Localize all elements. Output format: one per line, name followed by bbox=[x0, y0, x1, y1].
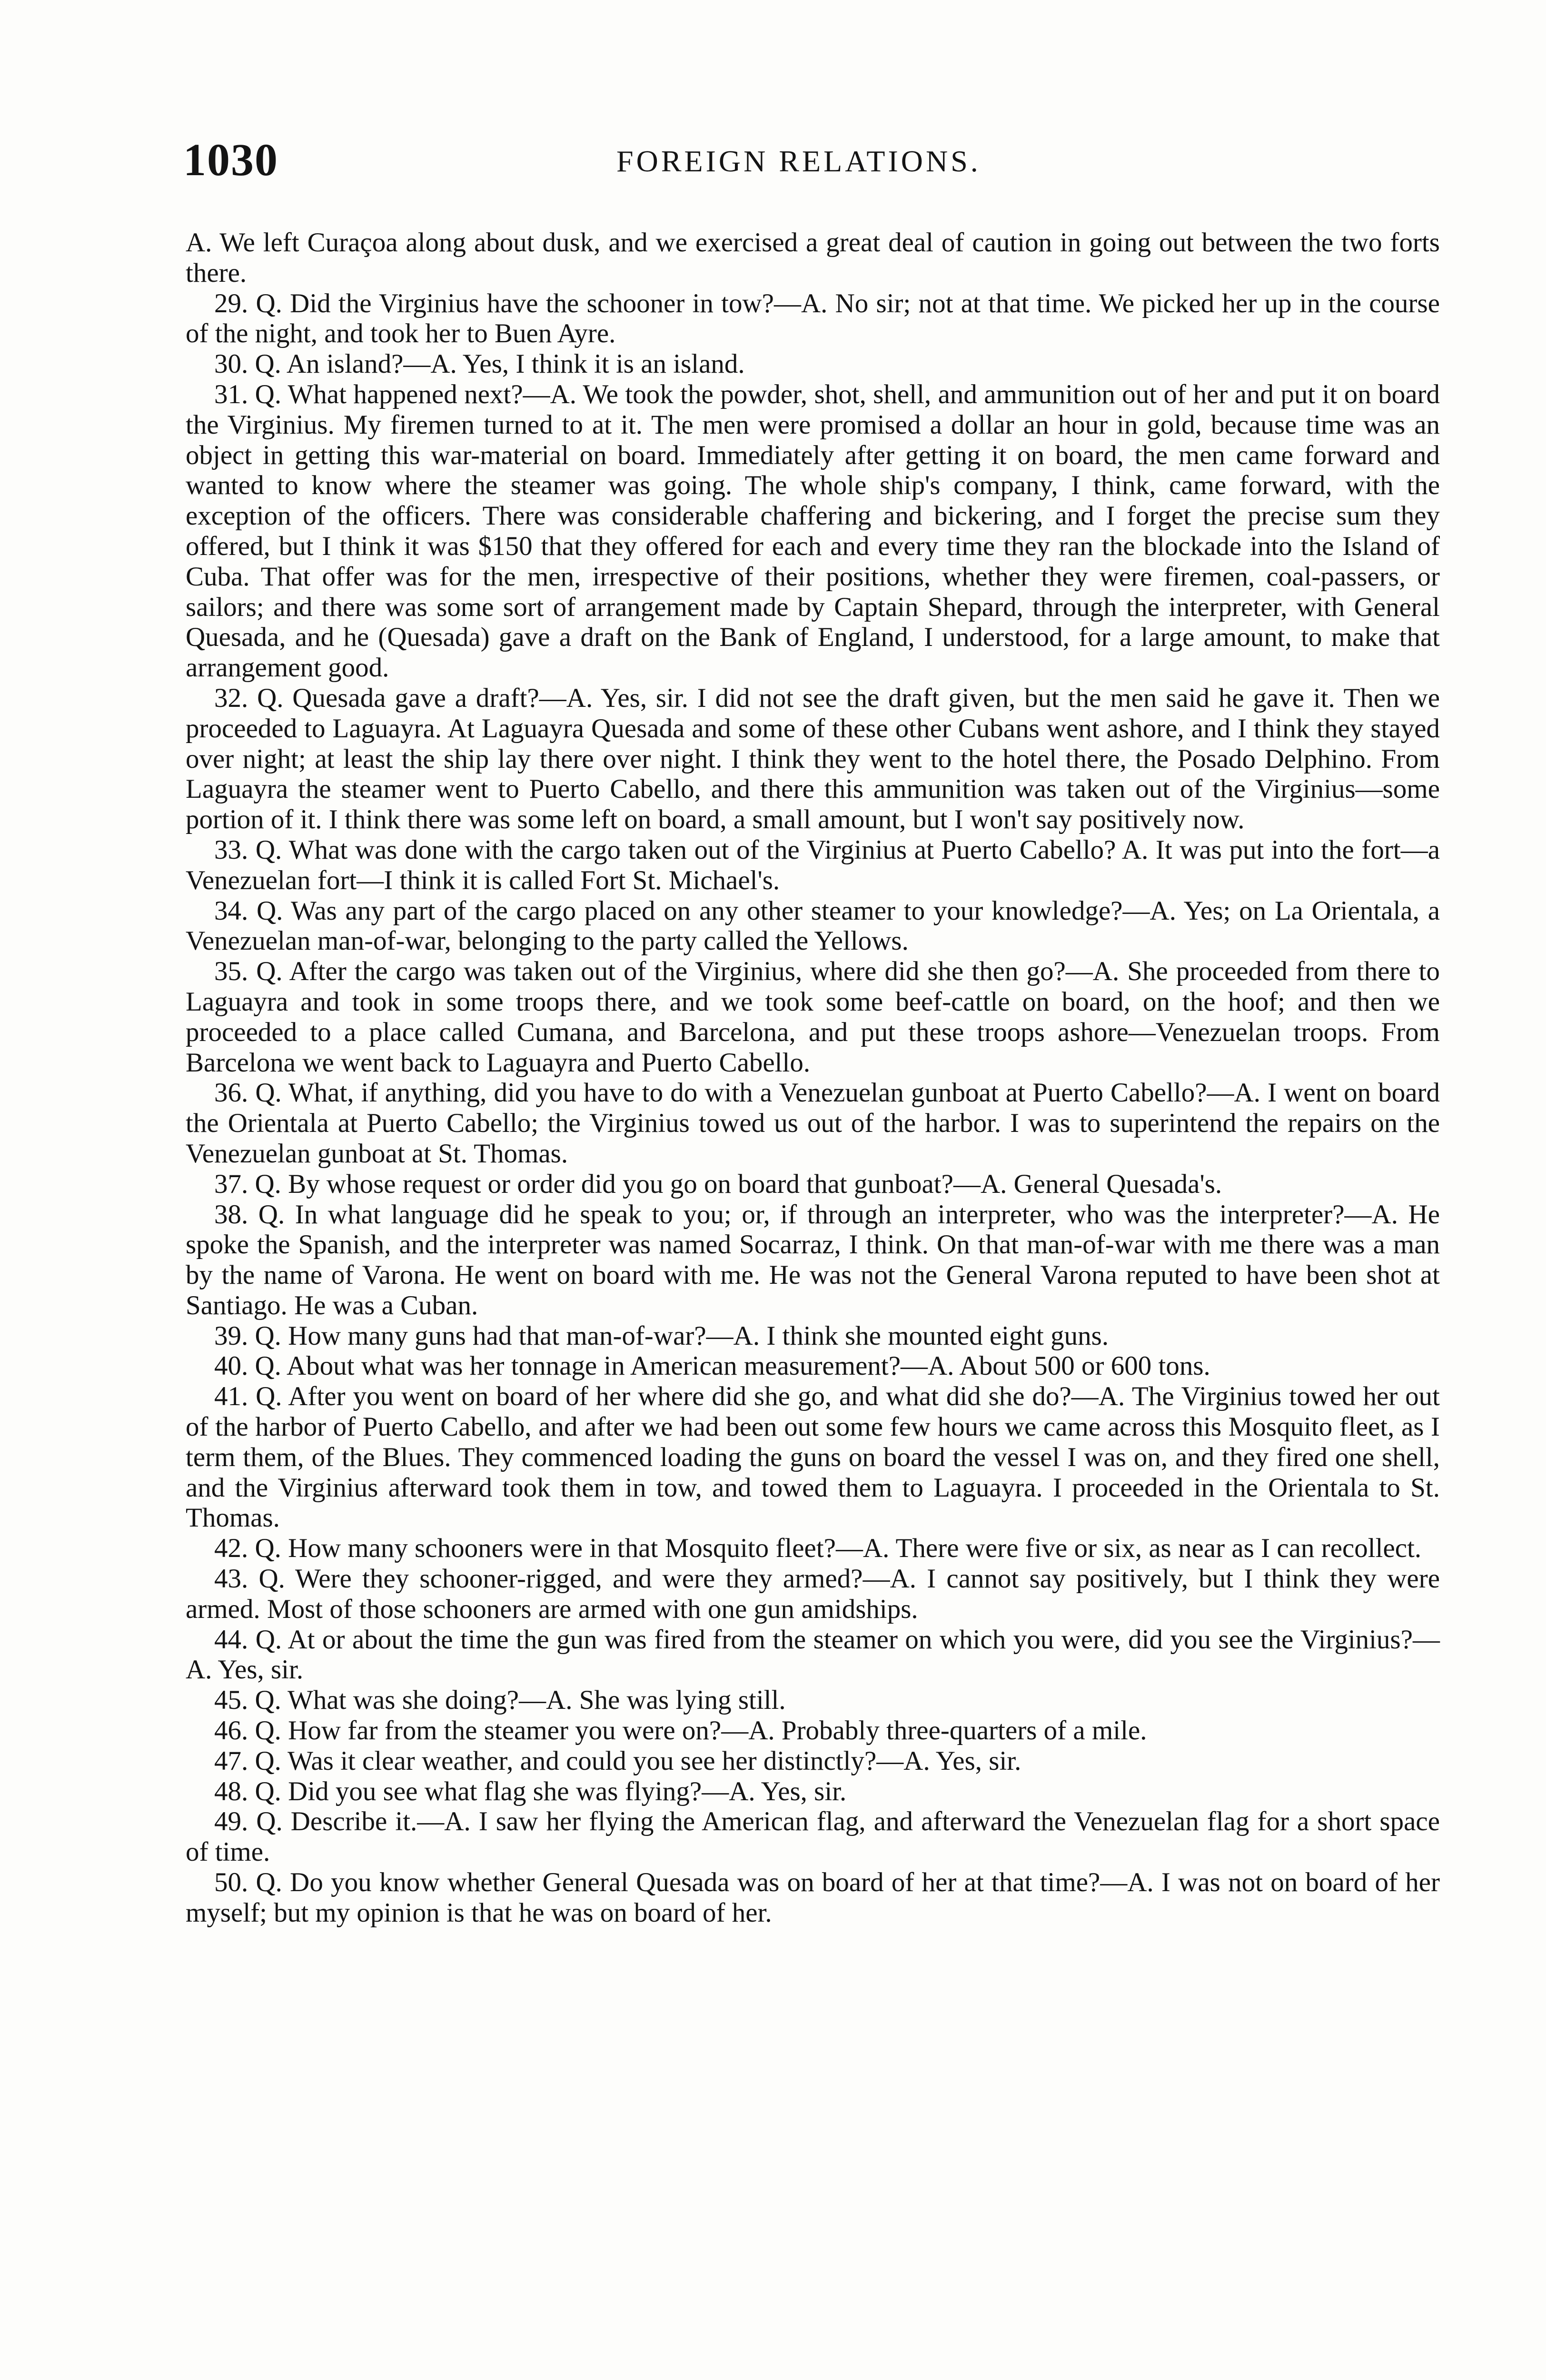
question-35: 35. Q. After the cargo was taken out of the Virginius, where did she then go?—A. She proceeded from there to Laguayra and took in some troops there, and we took some beef-cattle on board, on the hoof; and then we proceeded to a place called Cumana, and Barcelona, and put these troops ashore—Venezuelan troops. From Barcelona we went back to Laguayra and Puerto Cabello. bbox=[186, 956, 1440, 1078]
question-49: 49. Q. Describe it.—A. I saw her flying the American flag, and afterward the Venezuelan flag for a short space of time. bbox=[186, 1806, 1440, 1867]
question-43: 43. Q. Were they schooner-rigged, and were they armed?—A. I cannot say positively, but I think they were armed. Most of those schooners are armed with one gun amidships. bbox=[186, 1564, 1440, 1624]
question-31: 31. Q. What happened next?—A. We took the powder, shot, shell, and ammunition out of her and put it on board the Virginius. My firemen turned to at it. The men were promised a dollar an hour in gold, because time was an object in getting this war-material on board. Immediately after getting it on board, the men came forward and wanted to know where the steamer was going. The whole ship's company, I think, came forward, with the exception of the officers. There was considerable chaffering and bickering, and I forget the precise sum they offered, but I think it was $150 that they offered for each and every time they ran the blockade into the Island of Cuba. That offer was for the men, irrespective of their positions, whether they were firemen, coal-passers, or sailors; and there was some sort of arrangement made by Captain Shepard, through the interpreter, with General Quesada, and he (Quesada) gave a draft on the Bank of England, I understood, for a large amount, to make that arrangement good. bbox=[186, 379, 1440, 683]
question-48: 48. Q. Did you see what flag she was flying?—A. Yes, sir. bbox=[214, 1776, 847, 1806]
question-38: 38. Q. In what language did he speak to you; or, if through an interpreter, who was the interpreter?—A. He spoke the Spanish, and the interpreter was named Socarraz, I think. On that man-of-war with me there was a man by the name of Varona. He went on board with me. He was not the General Varona reputed to have been shot at Santiago. He was a Cuban. bbox=[186, 1199, 1440, 1320]
question-39: 39. Q. How many guns had that man-of-war?—A. I think she mounted eight guns. bbox=[214, 1320, 1109, 1351]
body-text bbox=[186, 228, 1440, 1928]
question-42: 42. Q. How many schooners were in that Mosquito fleet?—A. There were five or six, as near as I can recollect. bbox=[214, 1533, 1422, 1564]
question-50: 50. Q. Do you know whether General Quesada was on board of her at that time?—A. I was not on board of her myself; but my opinion is that he was on board of her. bbox=[186, 1867, 1440, 1928]
question-37: 37. Q. By whose request or order did you go on board that gunboat?—A. General Quesada's. bbox=[214, 1169, 1222, 1199]
question-41: 41. Q. After you went on board of her where did she go, and what did she do?—A. The Virginius towed her out of the harbor of Puerto Cabello, and after we had been out some few hours we came across this Mosquito fleet, as I term them, of the Blues. They commenced loading the guns on board the vessel I was on, and they fired one shell, and the Virginius afterward took them in tow, and towed them to Laguayra. I proceeded in the Orientala to St. Thomas. bbox=[186, 1381, 1440, 1533]
question-33: 33. Q. What was done with the cargo taken out of the Virginius at Puerto Cabello? A. It was put into the fort—a Venezuelan fort—I think it is called Fort St. Michael's. bbox=[186, 834, 1440, 895]
question-32: 32. Q. Quesada gave a draft?—A. Yes, sir. I did not see the draft given, but the men said he gave it. Then we proceeded to Laguayra. At Laguayra Quesada and some of these other Cubans went ashore, and I think they stayed over night; at least the ship lay there over night. I think they went to the hotel there, the Posado Delphino. From Laguayra the steamer went to Puerto Cabello, and there this ammunition was taken out of the Virginius—some portion of it. I think there was some left on board, a small amount, but I won't say positively now. bbox=[186, 683, 1440, 835]
question-45: 45. Q. What was she doing?—A. She was lying still. bbox=[214, 1685, 786, 1716]
question-36: 36. Q. What, if anything, did you have to do with a Venezuelan gunboat at Puerto Cabello?—A. I went on board the Orientala at Puerto Cabello; the Virginius towed us out of the harbor. I was to superintend the repairs on the Venezuelan gunboat at St. Thomas. bbox=[186, 1078, 1440, 1169]
question-34: 34. Q. Was any part of the cargo placed on any other steamer to your knowledge?—A. Yes; on La Orientala, a Venezuelan man-of-war, belonging to the party called the Yellows. bbox=[186, 895, 1440, 956]
question-40: 40. Q. About what was her tonnage in American measurement?—A. About 500 or 600 tons. bbox=[214, 1351, 1210, 1381]
paragraph: A. We left Curaçoa along about dusk, and we exercised a great deal of caution in going out between the two forts there. bbox=[186, 228, 1440, 288]
question-47: 47. Q. Was it clear weather, and could you see her distinctly?—A. Yes, sir. bbox=[214, 1745, 1021, 1776]
question-46: 46. Q. How far from the steamer you were on?—A. Probably three-quarters of a mile. bbox=[214, 1716, 1147, 1746]
question-44: 44. Q. At or about the time the gun was fired from the steamer on which you were, did you see the Virginius?—A. Yes, sir. bbox=[186, 1624, 1440, 1685]
page-number: 1030 bbox=[183, 134, 278, 185]
question-29: 29. Q. Did the Virginius have the schooner in tow?—A. No sir; not at that time. We picked her up in the course of the night, and took her to Buen Ayre. bbox=[186, 288, 1440, 349]
page-header bbox=[183, 133, 1440, 190]
running-title: FOREIGN RELATIONS. bbox=[616, 144, 981, 178]
question-30: 30. Q. An island?—A. Yes, I think it is an island. bbox=[214, 349, 745, 379]
